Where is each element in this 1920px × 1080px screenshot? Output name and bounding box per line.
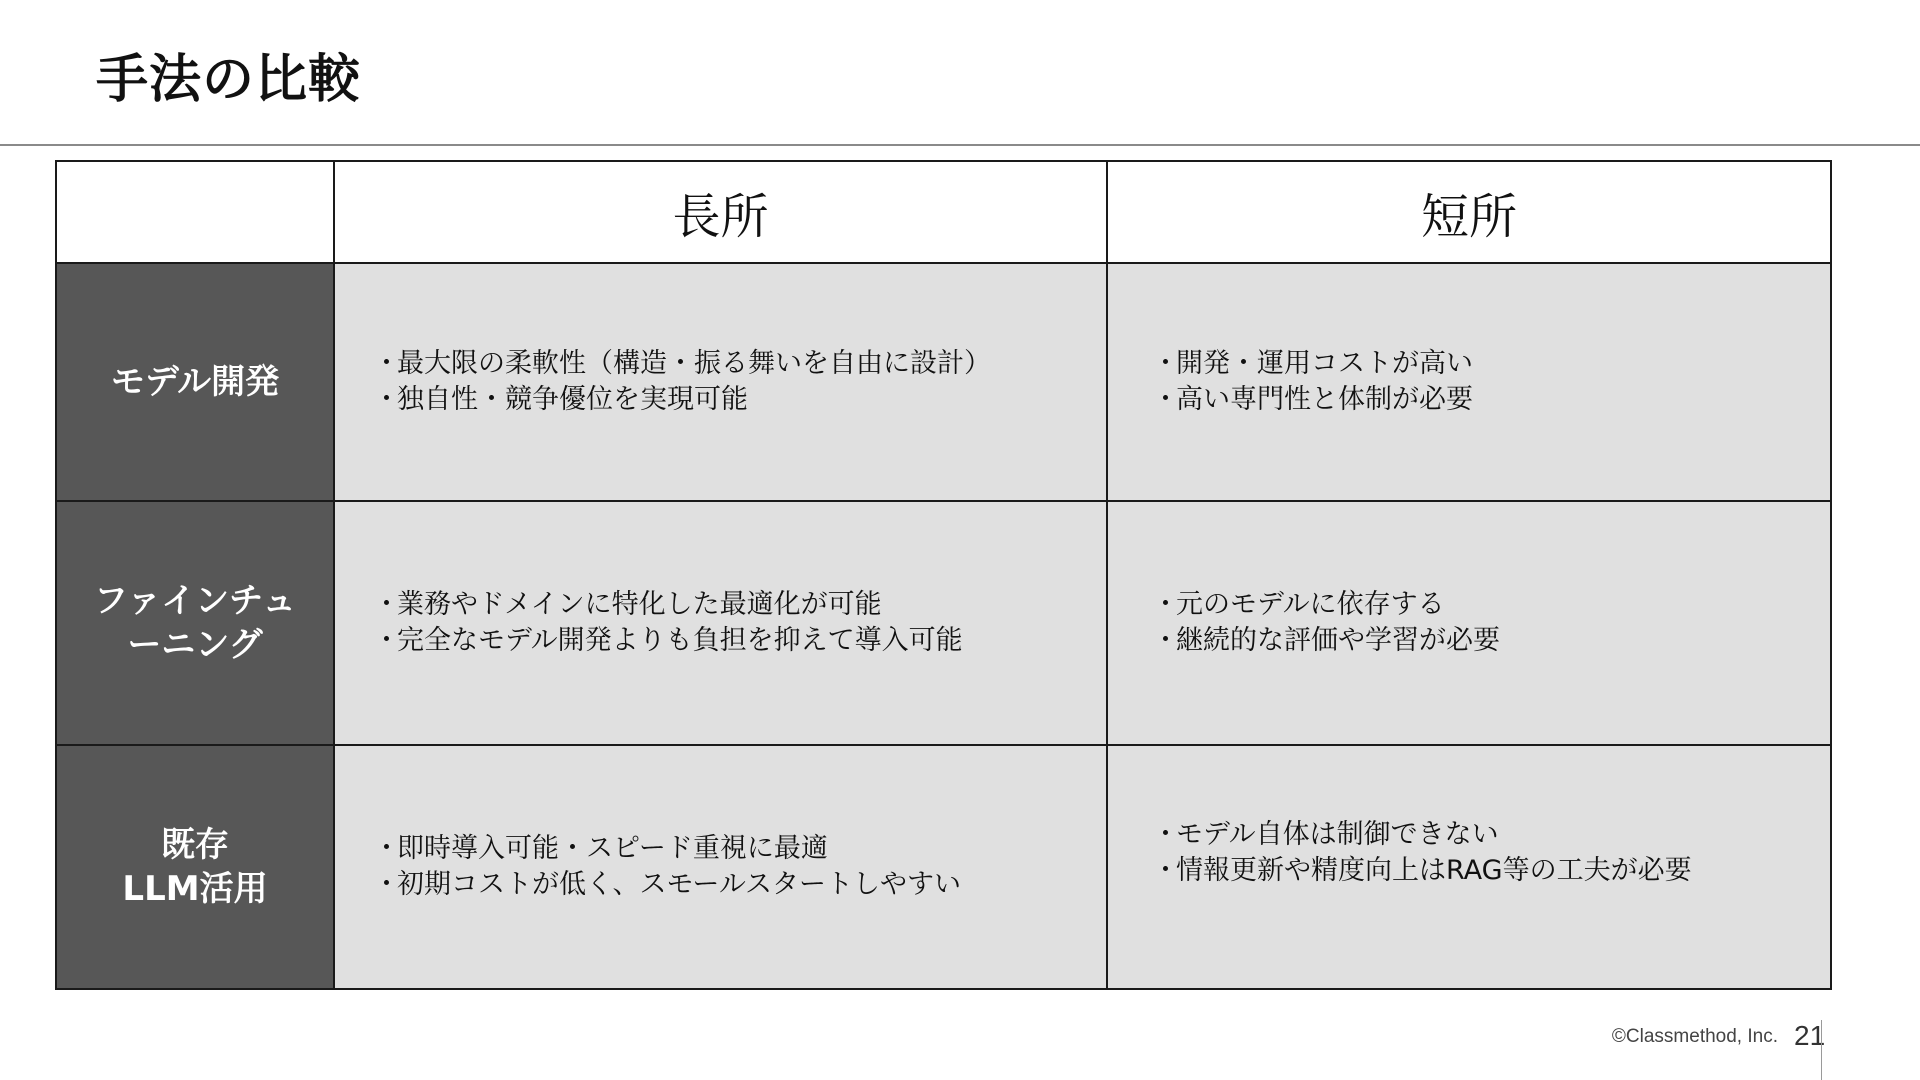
header-cons: 短所 [1107,161,1831,263]
method-cell [56,745,334,989]
title-divider [0,144,1920,146]
bullet-text: 高い専門性と体制が必要 [1176,384,1473,415]
bullet-glyph: ・ [373,384,400,415]
bullet-text: 独自性・競争優位を実現可能 [397,384,748,415]
page-number: 21 [1794,1020,1826,1051]
pros-list [373,831,1106,903]
bullet-text: 元のモデルに依存する [1176,589,1445,620]
pros-cell [334,501,1107,745]
list-item [373,587,1106,623]
cons-list [1152,817,1830,889]
list-item [1152,623,1830,659]
list-item [373,867,1106,903]
bullet-text: 即時導入可能・スピード重視に最適 [397,833,828,864]
method-cell [56,501,334,745]
list-item [373,382,1106,418]
bullet-glyph: ・ [1152,589,1179,620]
list-item [373,623,1106,659]
footer-divider [1821,1020,1822,1080]
pros-cell [334,745,1107,989]
header-pros: 長所 [334,161,1107,263]
bullet-glyph: ・ [373,625,400,656]
method-label: ファインチュ [93,581,297,621]
table-header-row [56,161,1831,263]
method-cell [56,263,334,501]
bullet-text: 業務やドメインに特化した最適化が可能 [397,589,882,620]
bullet-text: 継続的な評価や学習が必要 [1176,625,1500,656]
cons-list [1152,346,1830,418]
method-label: 既存 [161,825,229,865]
list-item [1152,382,1830,418]
bullet-text: 完全なモデル開発よりも負担を抑えて導入可能 [397,625,963,656]
bullet-glyph: ・ [373,589,400,620]
pros-list [373,587,1106,659]
bullet-text: 情報更新や精度向上はRAG等の工夫が必要 [1176,855,1692,886]
table-row-model-development [56,263,1831,501]
list-item [1152,346,1830,382]
list-item [373,346,1106,382]
corner-cell [56,161,334,263]
bullet-glyph: ・ [1152,855,1179,886]
bullet-glyph: ・ [373,348,400,379]
method-label: ーニング [127,625,263,665]
bullet-text: モデル自体は制御できない [1176,819,1499,850]
list-item [373,831,1106,867]
cons-cell [1107,745,1831,989]
list-item [1152,853,1830,889]
bullet-glyph: ・ [1152,625,1179,656]
pros-list [373,346,1106,418]
bullet-text: 開発・運用コストが高い [1176,348,1473,379]
method-label: モデル開発 [110,362,280,402]
cons-cell [1107,501,1831,745]
slide-title: 手法の比較 [96,50,362,110]
pros-cell [334,263,1107,501]
bullet-glyph: ・ [1152,819,1179,850]
comparison-table [55,160,1832,990]
cons-list [1152,587,1830,659]
bullet-text: 最大限の柔軟性（構造・振る舞いを自由に設計） [397,348,991,379]
list-item [1152,817,1830,853]
bullet-glyph: ・ [373,869,400,900]
bullet-glyph: ・ [373,833,400,864]
cons-cell [1107,263,1831,501]
table-row-existing-llm [56,745,1831,989]
method-label: LLM活用 [122,869,268,909]
bullet-text: 初期コストが低く、スモールスタートしやすい [397,869,962,900]
footer-copyright: ©Classmethod, Inc. [1611,1026,1778,1047]
bullet-glyph: ・ [1152,348,1179,379]
list-item [1152,587,1830,623]
bullet-glyph: ・ [1152,384,1179,415]
table-row-fine-tuning [56,501,1831,745]
